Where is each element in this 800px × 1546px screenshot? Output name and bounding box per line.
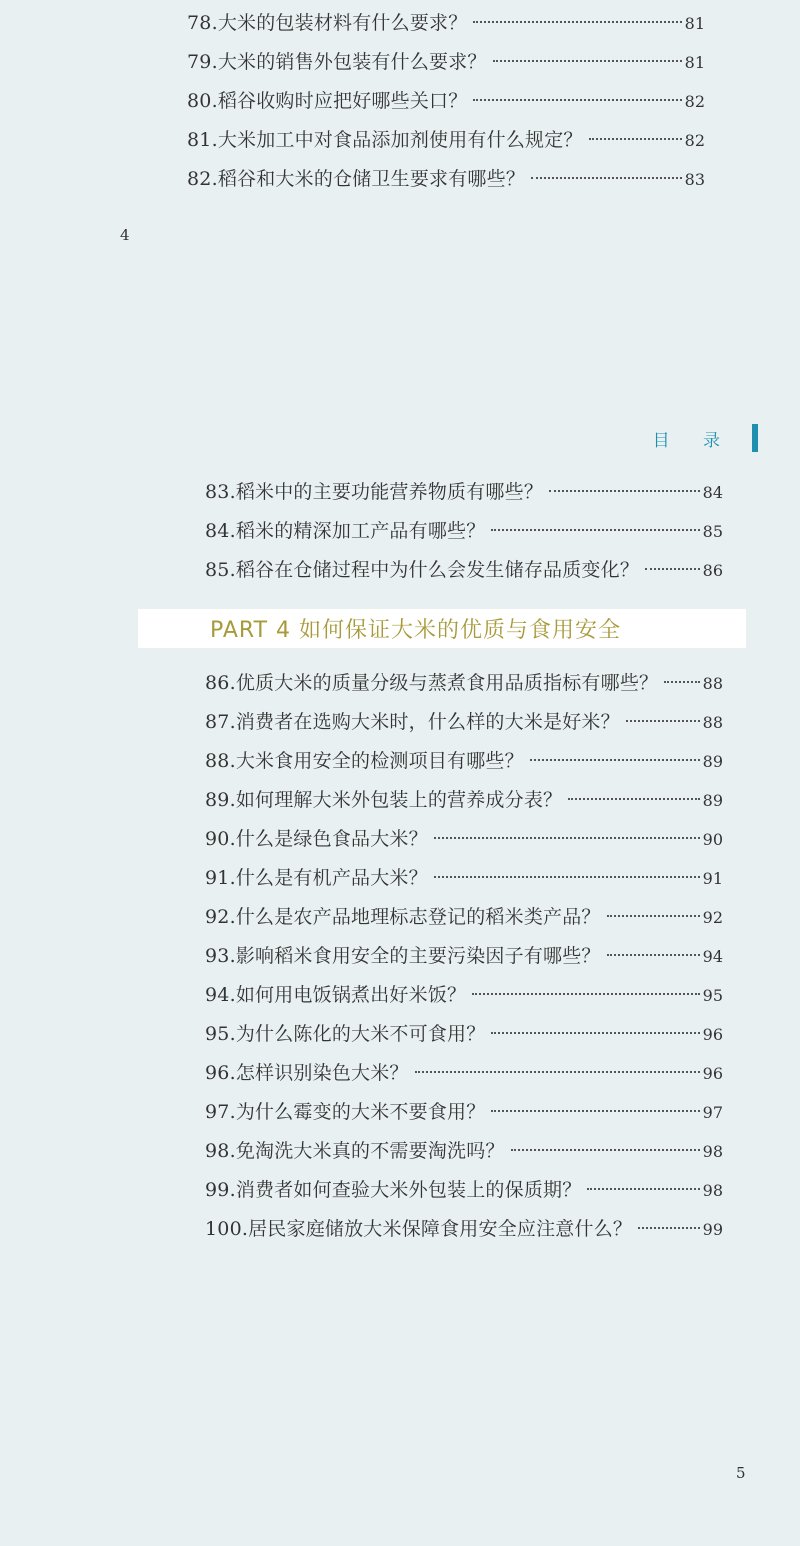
- toc-entry[interactable]: [205, 473, 723, 512]
- toc-entry-title: 86.优质大米的质量分级与蒸煮食用品质指标有哪些？: [205, 672, 659, 694]
- dot-leader: [531, 177, 682, 179]
- toc-entry-title: 91.什么是有机产品大米？: [205, 867, 428, 889]
- toc-entry-title: 82.稻谷和大米的仓储卫生要求有哪些？: [187, 168, 526, 190]
- toc-entry[interactable]: [205, 1132, 723, 1171]
- dot-leader: [473, 99, 681, 101]
- right-page-number: 5: [736, 1464, 746, 1482]
- toc-entry-title: 98.免淘洗大米真的不需要淘洗吗？: [205, 1140, 505, 1162]
- toc-entry-title: 100.居民家庭储放大米保障食用安全应注意什么？: [205, 1218, 633, 1240]
- toc-entry-title: 89.如何理解大米外包装上的营养成分表？: [205, 789, 563, 811]
- toc-entry[interactable]: [205, 976, 723, 1015]
- toc-entry[interactable]: [205, 859, 723, 898]
- toc-entry[interactable]: [205, 1171, 723, 1210]
- toc-entry-title: 97.为什么霉变的大米不要食用？: [205, 1101, 486, 1123]
- toc-entry-page: 88: [702, 674, 723, 693]
- dot-leader: [626, 720, 700, 722]
- toc-entry[interactable]: [205, 703, 723, 742]
- toc-entry[interactable]: [205, 781, 723, 820]
- dot-leader: [549, 490, 700, 492]
- dot-leader: [473, 21, 681, 23]
- toc-entry-title: 94.如何用电饭锅煮出好米饭？: [205, 984, 467, 1006]
- toc-entry-title: 79.大米的销售外包装有什么要求？: [187, 51, 487, 73]
- dot-leader: [415, 1071, 700, 1073]
- part-title: PART 4 如何保证大米的优质与食用安全: [210, 618, 622, 643]
- toc-entry-page: 89: [702, 752, 723, 771]
- toc-entry[interactable]: [205, 1054, 723, 1093]
- header-accent-bar: [752, 424, 758, 452]
- toc-entry-page: 89: [702, 791, 723, 810]
- toc-entry-title: 87.消费者在选购大米时，什么样的大米是好米？: [205, 711, 620, 733]
- toc-entry-page: 86: [702, 561, 723, 580]
- dot-leader: [638, 1227, 700, 1229]
- toc-entry-page: 83: [684, 170, 705, 189]
- toc-entry-title: 99.消费者如何查验大米外包装上的保质期？: [205, 1179, 582, 1201]
- dot-leader: [589, 138, 682, 140]
- dot-leader: [607, 954, 700, 956]
- toc-entry-title: 92.什么是农产品地理标志登记的稻米类产品？: [205, 906, 601, 928]
- toc-entry-page: 95: [702, 986, 723, 1005]
- toc-entry[interactable]: [205, 512, 723, 551]
- toc-entry[interactable]: [187, 160, 705, 199]
- toc-entry[interactable]: [205, 937, 723, 976]
- toc-entry-page: 81: [684, 14, 705, 33]
- toc-entry[interactable]: [205, 1015, 723, 1054]
- toc-entry[interactable]: [187, 82, 705, 121]
- toc-entry-title: 96.怎样识别染色大米？: [205, 1062, 409, 1084]
- toc-entry-title: 90.什么是绿色食品大米？: [205, 828, 428, 850]
- toc-entry-title: 80.稻谷收购时应把好哪些关口？: [187, 90, 468, 112]
- toc-entry-title: 88.大米食用安全的检测项目有哪些？: [205, 750, 524, 772]
- dot-leader: [472, 993, 699, 995]
- toc-entry-page: 84: [702, 483, 723, 502]
- dot-leader: [645, 568, 700, 570]
- dot-leader: [607, 915, 700, 917]
- dot-leader: [511, 1149, 700, 1151]
- toc-entry[interactable]: [205, 551, 723, 590]
- dot-leader: [587, 1188, 699, 1190]
- toc-entry-page: 82: [684, 131, 705, 150]
- toc-entry[interactable]: [187, 43, 705, 82]
- dot-leader: [491, 1110, 699, 1112]
- toc-entry-title: 85.稻谷在仓储过程中为什么会发生储存品质变化？: [205, 559, 640, 581]
- toc-entry-page: 82: [684, 92, 705, 111]
- toc-entry[interactable]: [187, 4, 705, 43]
- dot-leader: [491, 529, 699, 531]
- toc-entry[interactable]: [205, 1210, 723, 1249]
- toc-entry-title: 78.大米的包装材料有什么要求？: [187, 12, 468, 34]
- toc-entry-page: 92: [702, 908, 723, 927]
- toc-entry-page: 98: [702, 1142, 723, 1161]
- toc-entry-page: 85: [702, 522, 723, 541]
- toc-entry[interactable]: [205, 820, 723, 859]
- dot-leader: [493, 60, 682, 62]
- toc-entry-title: 95.为什么陈化的大米不可食用？: [205, 1023, 486, 1045]
- toc-entry-title: 93.影响稻米食用安全的主要污染因子有哪些？: [205, 945, 601, 967]
- dot-leader: [568, 798, 699, 800]
- toc-entry[interactable]: [205, 898, 723, 937]
- toc-entry-page: 94: [702, 947, 723, 966]
- toc-entry[interactable]: [205, 742, 723, 781]
- toc-entry-page: 88: [702, 713, 723, 732]
- toc-entry[interactable]: [205, 1093, 723, 1132]
- toc-entry-page: 99: [702, 1220, 723, 1239]
- toc-entry-title: 84.稻米的精深加工产品有哪些？: [205, 520, 486, 542]
- dot-leader: [434, 876, 700, 878]
- dot-leader: [664, 681, 699, 683]
- toc-entry-page: 97: [702, 1103, 723, 1122]
- section-header-label: 目 录: [652, 431, 734, 451]
- dot-leader: [434, 837, 700, 839]
- toc-entry[interactable]: [187, 121, 705, 160]
- dot-leader: [491, 1032, 699, 1034]
- toc-entry-page: 98: [702, 1181, 723, 1200]
- toc-entry-page: 96: [702, 1025, 723, 1044]
- dot-leader: [530, 759, 700, 761]
- toc-entry-page: 96: [702, 1064, 723, 1083]
- toc-entry-page: 81: [684, 53, 705, 72]
- part-banner[interactable]: [138, 609, 746, 648]
- left-page-number: 4: [120, 226, 130, 244]
- toc-entry-page: 90: [702, 830, 723, 849]
- toc-entry-title: 81.大米加工中对食品添加剂使用有什么规定？: [187, 129, 583, 151]
- toc-entry-title: 83.稻米中的主要功能营养物质有哪些？: [205, 481, 544, 503]
- toc-entry-page: 91: [702, 869, 723, 888]
- toc-entry[interactable]: [205, 664, 723, 703]
